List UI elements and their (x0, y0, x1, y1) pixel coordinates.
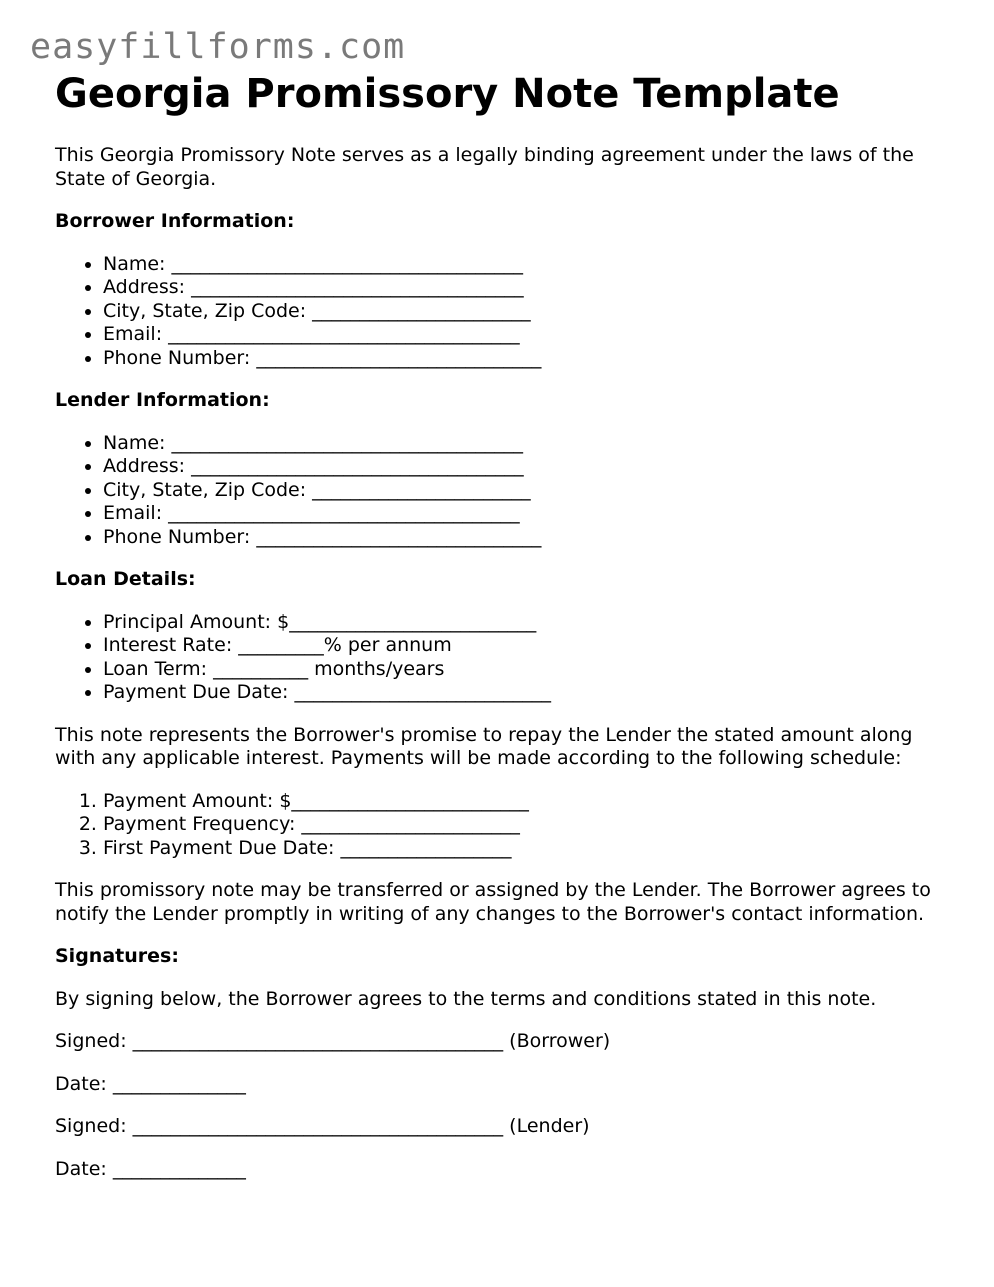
borrower-signature-field[interactable]: Signed: _______________________________________ (Borrower) (55, 1030, 611, 1052)
payment-due-date-field[interactable]: • Payment Due Date: ___________________________ (103, 681, 945, 705)
loan-details-heading: Loan Details: (55, 568, 196, 590)
borrower-address-field[interactable]: • Address: ___________________________________ (103, 276, 945, 300)
principal-amount-field[interactable]: • Principal Amount: $__________________________ (103, 611, 945, 635)
lender-date-field[interactable]: Date: ______________ (55, 1157, 246, 1180)
document-page (55, 70, 945, 1200)
borrower-city-state-zip-field[interactable]: • City, State, Zip Code: _______________________ (103, 300, 945, 324)
first-payment-due-date-field[interactable]: 3. First Payment Due Date: __________________ (103, 837, 945, 861)
payment-schedule-list (55, 790, 945, 861)
borrower-list (55, 253, 945, 371)
payment-amount-field[interactable]: 1. Payment Amount: $_________________________ (103, 790, 945, 814)
interest-rate-field[interactable]: • Interest Rate: _________% per annum (103, 634, 945, 658)
signatures-heading: Signatures: (55, 945, 179, 967)
borrower-name-field[interactable]: • Name: _____________________________________ (103, 253, 945, 277)
note-paragraph: This note represents the Borrower's promise to repay the Lender the stated amount along with any applicable interest. Payments will be made according to the following schedule: (55, 723, 913, 769)
lender-name-field[interactable]: • Name: _____________________________________ (103, 432, 945, 456)
watermark: easyfillforms.com (30, 27, 406, 67)
intro-paragraph: This Georgia Promissory Note serves as a legally binding agreement under the laws of the State of Georgia. (55, 144, 914, 190)
transfer-paragraph: This promissory note may be transferred or assigned by the Lender. The Borrower agrees to notify the Lender promptly in writing of any changes to the Borrower's contact information. (55, 879, 931, 925)
payment-frequency-field[interactable]: 2. Payment Frequency: _______________________ (103, 813, 945, 837)
lender-signature-field[interactable]: Signed: _______________________________________ (Lender) (55, 1115, 590, 1137)
lender-address-field[interactable]: • Address: ___________________________________ (103, 455, 945, 479)
borrower-date-field[interactable]: Date: ______________ (55, 1072, 246, 1095)
borrower-email-field[interactable]: • Email: _____________________________________ (103, 323, 945, 347)
lender-heading: Lender Information: (55, 389, 270, 411)
lender-list (55, 432, 945, 550)
loan-term-field[interactable]: • Loan Term: __________ months/years (103, 658, 945, 682)
lender-email-field[interactable]: • Email: _____________________________________ (103, 502, 945, 526)
signatures-intro: By signing below, the Borrower agrees to the terms and conditions stated in this note. (55, 987, 877, 1010)
borrower-phone-field[interactable]: • Phone Number: ______________________________ (103, 347, 945, 371)
borrower-heading: Borrower Information: (55, 210, 295, 232)
lender-city-state-zip-field[interactable]: • City, State, Zip Code: _______________________ (103, 479, 945, 503)
loan-details-list (55, 611, 945, 705)
document-title: Georgia Promissory Note Template (55, 71, 840, 117)
lender-phone-field[interactable]: • Phone Number: ______________________________ (103, 526, 945, 550)
